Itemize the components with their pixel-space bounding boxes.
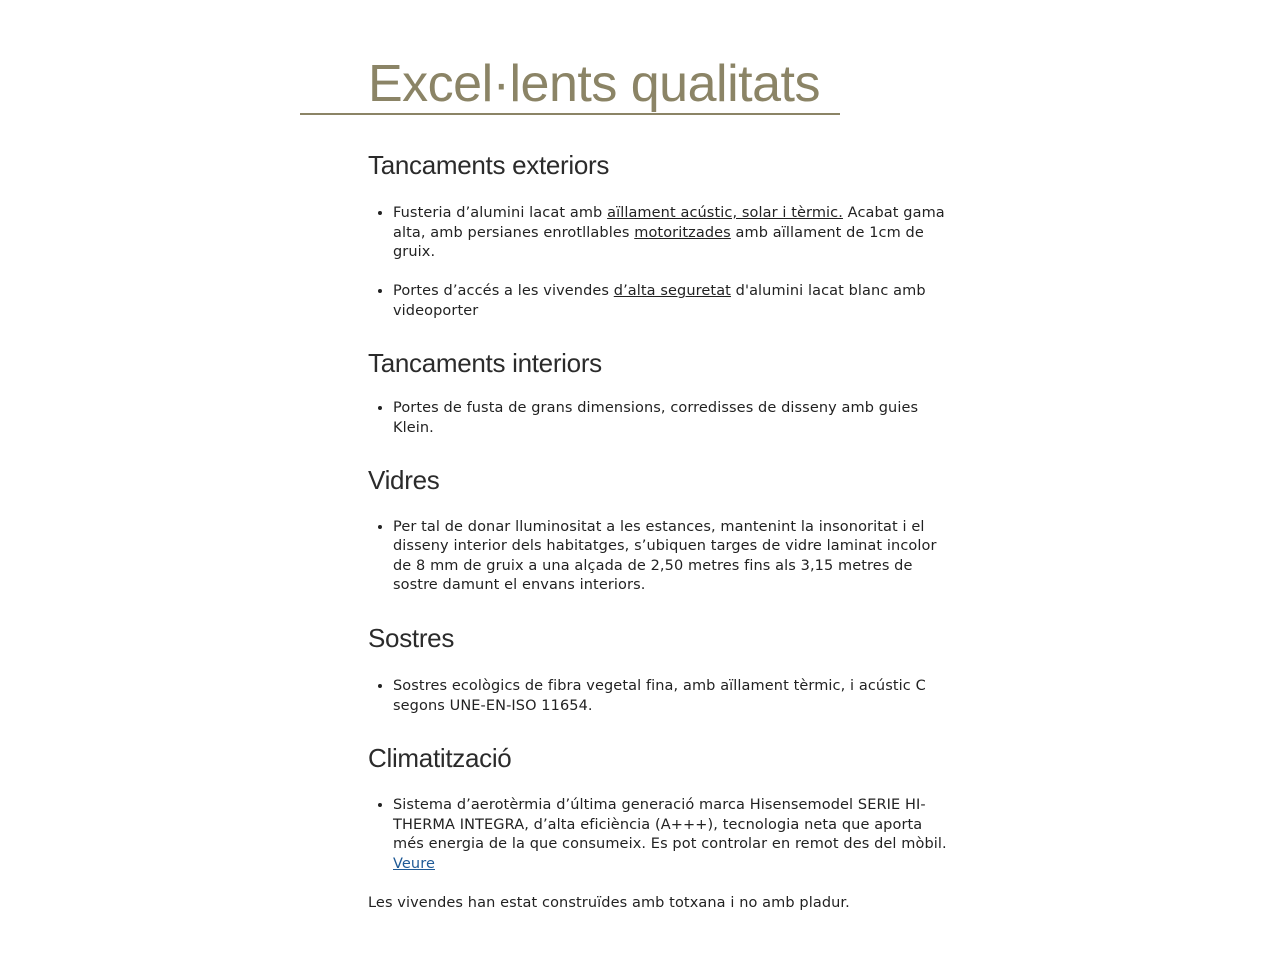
list-item-fusteria	[393, 204, 948, 263]
item-text: Acabat gama alta, amb persianes enrotllables	[393, 205, 945, 241]
closing-note: Les vivendes han estat construïdes amb totxana i no amb pladur.	[368, 894, 850, 911]
item-text: Sistema d’aerotèrmia d’última generació marca Hisensemodel SERIE HI-THERMA INTEGRA, d’alta eficiència (A+++), tecnologia neta que aporta més energia de la que consumeix. Es pot controlar en remot des del mòbil.	[393, 797, 947, 853]
list-item-vidres: • Per tal de donar lluminositat a les estances, mantenint la insonoritat i el disseny interior dels habitatges, s’ubiquen targes de vidre laminat incolor de 8 mm de gruix a una alçada de 2,50 metres fins als 3,15 metres de sostre damunt el envans interiors.	[393, 518, 948, 596]
section-heading-vidres: Vidres	[368, 464, 440, 495]
item-text: d'alumini lacat blanc amb videoporter	[393, 283, 926, 319]
list-item-sostres: • Sostres ecològics de fibra vegetal fina, amb aïllament tèrmic, i acústic C segons UNE-EN-ISO 11654.	[393, 677, 948, 716]
list-vidres	[368, 518, 948, 596]
highlight-alta-seguretat: d’alta seguretat	[613, 283, 731, 300]
qualities-content	[368, 148, 948, 913]
section-heading-climatitzacio: Climatització	[368, 743, 512, 774]
section-heading-tancaments-exteriors: Tancaments exteriors	[368, 150, 610, 180]
list-item-portes-acces	[393, 282, 948, 321]
title-divider	[300, 113, 840, 115]
list-sostres	[368, 677, 948, 716]
item-text: amb aïllament de 1cm de gruix.	[393, 224, 924, 261]
section-heading-sostres: Sostres	[368, 623, 455, 654]
page-title: Excel·lents qualitats	[368, 55, 820, 113]
item-text: Portes d’accés a les vivendes	[393, 283, 614, 300]
veure-link[interactable]: Veure	[393, 856, 435, 872]
item-text: Fusteria d’alumini lacat amb	[393, 205, 608, 221]
list-tancaments-interiors	[368, 399, 948, 438]
highlight-aillament: aïllament acústic, solar i tèrmic.	[607, 205, 843, 221]
list-tancaments-exteriors	[368, 204, 948, 321]
list-item-portes-fusta: • Portes de fusta de grans dimensions, corredisses de disseny amb guies Klein.	[393, 399, 948, 438]
highlight-motoritzades: motoritzades	[634, 224, 731, 241]
list-climatitzacio	[368, 796, 948, 874]
section-heading-tancaments-interiors: Tancaments interiors	[368, 348, 602, 379]
list-item-aerotermia	[393, 796, 948, 874]
